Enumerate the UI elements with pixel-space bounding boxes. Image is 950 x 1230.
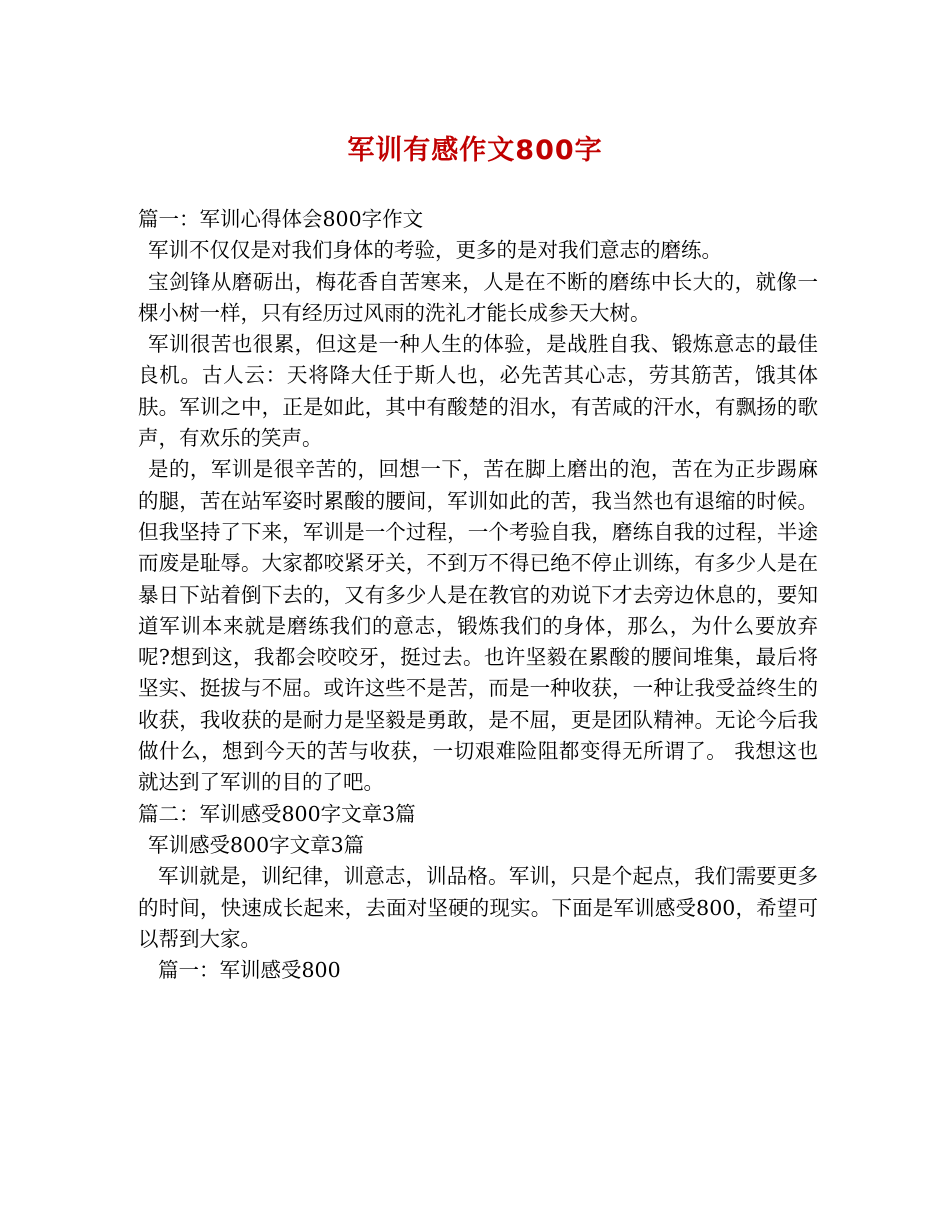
sub-heading: 篇一：军训感受800: [158, 958, 341, 983]
paragraph: 军训就是，训纪律，训意志，训品格。军训，只是个起点，我们需要更多的时间，快速成长起来，去面对坚硬的现实。下面是军训感受800，希望可以帮到大家。: [138, 864, 818, 951]
paragraph: 宝剑锋从磨砺出，梅花香自苦寒来，人是在不断的磨练中长大的，就像一棵小树一样，只有经历过风雨的洗礼才能长成参天大树。: [138, 269, 818, 325]
document-body: [138, 204, 818, 986]
document-title: 军训有感作文800字: [347, 135, 603, 166]
paragraph: 是的，军训是很辛苦的，回想一下，苦在脚上磨出的泡，苦在为正步踢麻的腿，苦在站军姿时累酸的腰间，军训如此的苦，我当然也有退缩的时候。但我坚持了下来，军训是一个过程，一个考验自我，磨练自我的过程，半途而废是耻辱。大家都咬紧牙关，不到万不得已绝不停止训练，有多少人是在暴日下站着倒下去的，又有多少人是在教官的劝说下才去旁边休息的，要知道军训本来就是磨练我们的意志，锻炼我们的身体，那么，为什么要放弃呢?想到这，我都会咬咬牙，挺过去。也许坚毅在累酸的腰间堆集，最后将坚实、挺拔与不屈。或许这些不是苦，而是一种收获，一种让我受益终生的收获，我收获的是耐力是坚毅是勇敢，是不屈，更是团队精神。无论今后我做什么，想到今天的苦与收获，一切艰难险阻都变得无所谓了。 我想这也就达到了军训的目的了吧。: [138, 457, 818, 795]
section-heading: 篇二：军训感受800字文章3篇: [138, 801, 416, 826]
paragraph: 军训很苦也很累，但这是一种人生的体验，是战胜自我、锻炼意志的最佳良机。古人云：天将降大任于斯人也，必先苦其心志，劳其筋苦，饿其体肤。军训之中，正是如此，其中有酸楚的泪水，有苦咸的汗水，有飘扬的歌声，有欢乐的笑声。: [138, 332, 818, 451]
paragraph: 军训感受800字文章3篇: [148, 832, 365, 857]
paragraph: 军训不仅仅是对我们身体的考验，更多的是对我们意志的磨练。: [148, 238, 722, 263]
section-heading: 篇一：军训心得体会800字作文: [138, 207, 424, 231]
